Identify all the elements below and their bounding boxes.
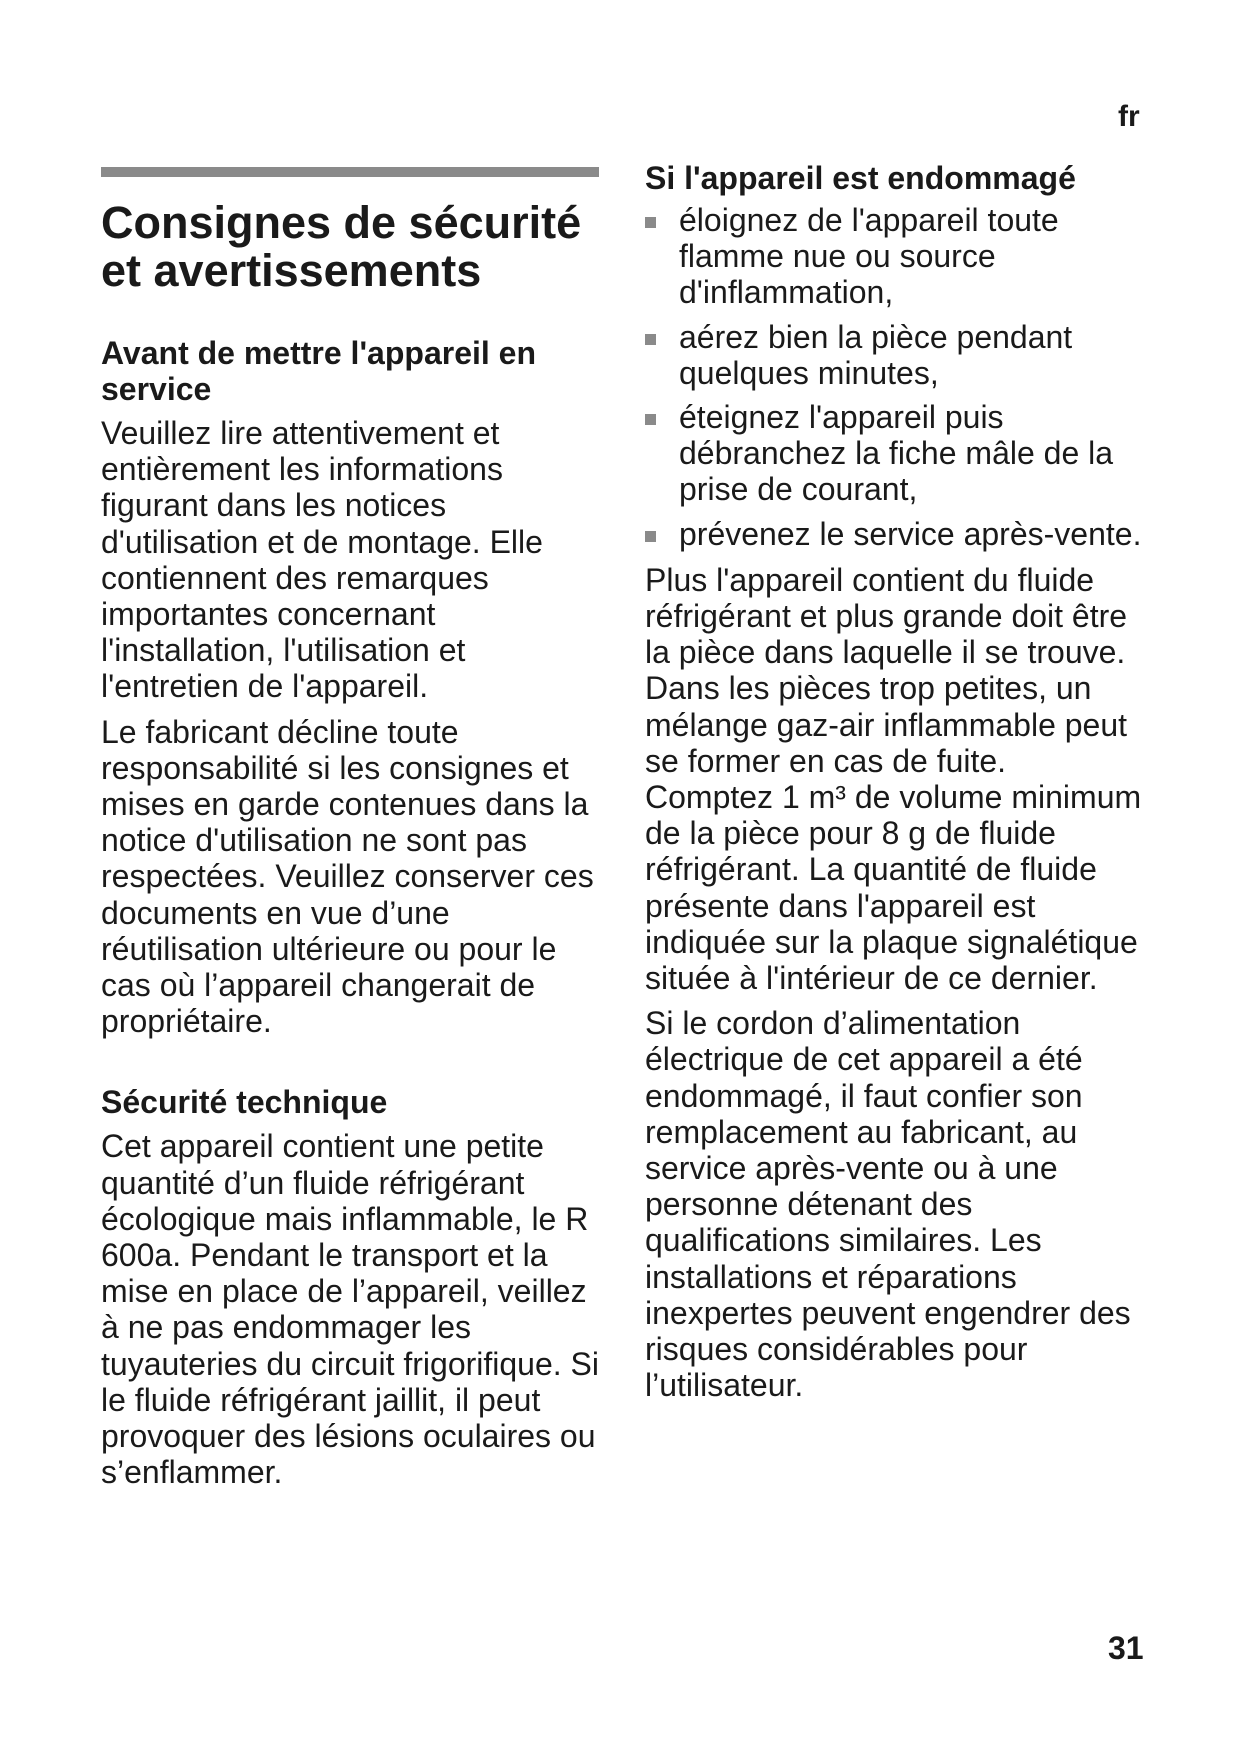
paragraph-volume-rule: Comptez 1 m³ de volume minimum de la pièce pour 8 g de fluide réfrigérant. La quantité de fluide présente dans l'appareil est indiquée sur la plaque signalétique située à l'intérieur de ce dernier.	[645, 779, 1142, 997]
section-rule	[101, 167, 599, 177]
square-bullet-icon	[645, 334, 656, 345]
left-column	[101, 167, 601, 1499]
paragraph-liability: Le fabricant décline toute responsabilité si les consignes et mises en garde contenues dans la notice d'utilisation ne sont pas respectées. Veuillez conserver ces documents en vue d’une réutilisation ultérieure ou pour le cas où l’appareil changerait de propriétaire.	[101, 713, 594, 1040]
page-title	[101, 199, 601, 295]
paragraph-room-size: Plus l'appareil contient du fluide réfrigérant et plus grande doit être la pièce dans laquelle il se trouve. Dans les pièces trop petites, un mélange gaz-air inflammable peut se former en cas de fuite.	[645, 561, 1128, 779]
paragraph-power-cord: Si le cordon d’alimentation électrique de cet appareil a été endommagé, il faut confier son remplacement au fabricant, au service après-vente ou à une personne détenant des qualifications similaires. Les installations et réparations inexpertes peuvent engendrer des risques considérables pour l’utilisateur.	[645, 1005, 1131, 1404]
list-item: prévenez le service après-vente.	[645, 516, 1145, 552]
damage-instructions-list	[645, 202, 1145, 552]
title-line-1: Consignes de sécurité	[101, 197, 582, 248]
page-number: 31	[1108, 1630, 1144, 1666]
language-code: fr	[1118, 100, 1140, 133]
square-bullet-icon	[645, 217, 656, 228]
square-bullet-icon	[645, 531, 656, 542]
paragraph-refrigerant: Cet appareil contient une petite quantité d’un fluide réfrigérant écologique mais inflammable, le R 600a. Pendant le transport et la mise en place de l’appareil, veillez à ne pas endommager les tuyauteries du circuit frigorifique. Si le fluide réfrigérant jaillit, il peut provoquer des lésions oculaires ou s’enflammer.	[101, 1128, 599, 1491]
list-item: éteignez l'appareil puis débranchez la fiche mâle de la prise de courant,	[645, 399, 1145, 508]
heading-before-use: Avant de mettre l'appareil en service	[101, 335, 536, 407]
heading-if-damaged: Si l'appareil est endommagé	[645, 160, 1076, 196]
title-line-2: et avertissements	[101, 245, 482, 296]
list-item: éloignez de l'appareil toute flamme nue ou source d'inflammation,	[645, 202, 1145, 311]
square-bullet-icon	[645, 414, 656, 425]
list-item: aérez bien la pièce pendant quelques minutes,	[645, 319, 1145, 391]
right-column	[645, 160, 1145, 1413]
heading-technical-safety: Sécurité technique	[101, 1084, 388, 1121]
paragraph-read-instructions: Veuillez lire attentivement et entièrement les informations figurant dans les notices d'utilisation et de montage. Elle contiennent des remarques importantes concernant l'installation, l'utilisation et l'entretien de l'appareil.	[101, 415, 543, 705]
